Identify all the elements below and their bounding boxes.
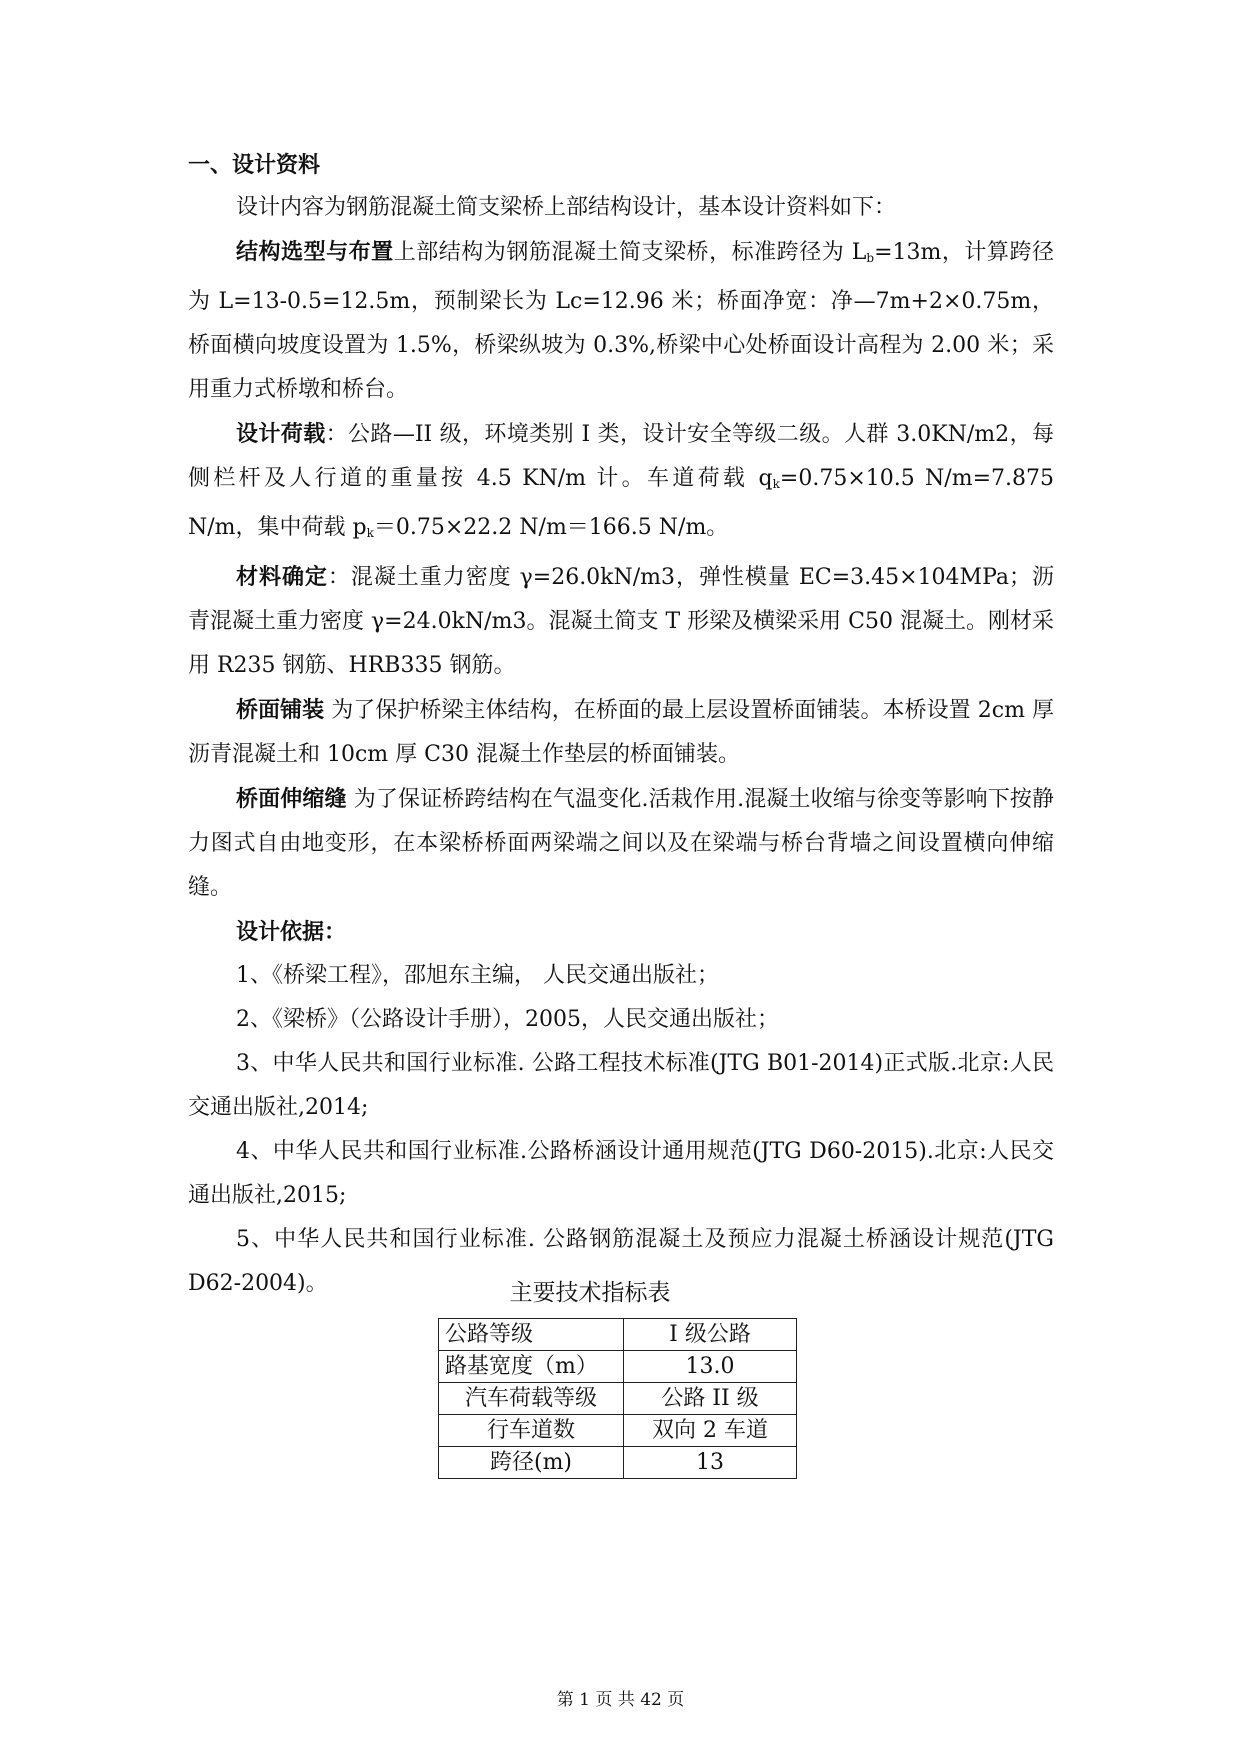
reference-item: 1、《桥梁工程》，邵旭东主编， 人民交通出版社； (236, 963, 719, 988)
table-cell: 路基宽度（m） (439, 1351, 624, 1383)
load-paragraph (188, 412, 1054, 555)
page-footer: 第 1 页 共 42 页 (556, 1690, 685, 1710)
pavement-paragraph (188, 688, 1054, 777)
reference-item: 5、中华人民共和国行业标准. 公路钢筋混凝土及预应力混凝土桥涵设计规范(JTG D62-2004)。 (188, 1227, 1054, 1296)
table-row (439, 1415, 797, 1447)
table-row (439, 1351, 797, 1383)
material-text: ：混凝土重力密度 γ=26.0kN/m3，弹性模量 EC=3.45×104MPa；沥青混凝土重力密度 γ=24.0kN/m3。混凝土简支 T 形梁及横梁采用 C50 混凝土。刚材采用 R235 钢筋、HRB335 钢筋。 (188, 565, 1054, 678)
intro-paragraph: 设计内容为钢筋混凝土简支梁桥上部结构设计，基本设计资料如下： (236, 195, 897, 220)
joint-paragraph (188, 777, 1054, 910)
table-cell: 汽车荷载等级 (439, 1383, 624, 1415)
load-sub-p: k (366, 526, 374, 540)
table-cell: 13 (624, 1447, 797, 1479)
material-label: 材料确定 (236, 564, 328, 590)
material-paragraph (188, 555, 1054, 688)
page-content (188, 148, 1054, 1306)
table-row (439, 1447, 797, 1479)
structure-label: 结构选型与布置 (236, 239, 394, 265)
load-sub-q: k (772, 477, 780, 491)
table-cell: I 级公路 (624, 1319, 797, 1351)
table-row (439, 1383, 797, 1415)
table-title: 主要技术指标表 (509, 1280, 671, 1306)
joint-text: 为了保证桥跨结构在气温变化.活栽作用.混凝土收缩与徐变等影响下按静力图式自由地变形，在本梁桥桥面两梁端之间以及在梁端与桥台背墙之间设置横向伸缩缝。 (188, 787, 1054, 900)
table-cell: 13.0 (624, 1351, 797, 1383)
structure-text-a: 上部结构为钢筋混凝土简支梁桥，标准跨径为 L (393, 240, 867, 265)
pavement-text: 为了保护桥梁主体结构，在桥面的最上层设置桥面铺装。本桥设置 2cm 厚沥青混凝土和 10cm 厚 C30 混凝土作垫层的桥面铺装。 (188, 698, 1054, 767)
table-row (439, 1319, 797, 1351)
reference-item: 3、中华人民共和国行业标准. 公路工程技术标准(JTG B01-2014)正式版.北京:人民交通出版社,2014; (188, 1051, 1054, 1120)
joint-label: 桥面伸缩缝 (236, 786, 347, 812)
table-cell: 行车道数 (439, 1415, 624, 1447)
load-text-c: ＝0.75×22.2 N/m＝166.5 N/m。 (373, 515, 729, 540)
load-text-b: =0.75×10.5 N/m=7.875 N/m，集中荷载 p (188, 466, 1054, 540)
table-cell: 公路等级 (439, 1319, 624, 1351)
pavement-label: 桥面铺装 (236, 697, 325, 723)
structure-paragraph (188, 230, 1054, 412)
load-label: 设计荷载 (236, 421, 326, 447)
table-cell: 双向 2 车道 (624, 1415, 797, 1447)
structure-text-b: =13m，计算跨径为 L=13-0.5=12.5m，预制梁长为 Lc=12.96 米；桥面净宽：净—7m+2×0.75m，桥面横向坡度设置为 1.5%，桥梁纵坡为 0.3%,桥梁中心处桥面设计高程为 2.00 米；采用重力式桥墩和桥台。 (188, 240, 1054, 402)
load-text-a: ：公路—II 级，环境类别 I 类，设计安全等级二级。人群 3.0KN/m2，每侧栏杆及人行道的重量按 4.5 KN/m 计。车道荷载 q (188, 422, 1054, 491)
table-cell: 跨径(m) (439, 1447, 624, 1479)
structure-subscript: b (866, 251, 875, 265)
reference-item: 2、《梁桥》（公路设计手册），2005，人民交通出版社； (236, 1007, 779, 1032)
section-heading: 一、设计资料 (188, 152, 321, 178)
reference-item: 4、中华人民共和国行业标准.公路桥涵设计通用规范(JTG D60-2015).北京:人民交通出版社,2015; (188, 1139, 1054, 1208)
spec-table (438, 1318, 797, 1479)
basis-label: 设计依据： (236, 919, 347, 945)
table-cell: 公路 II 级 (624, 1383, 797, 1415)
